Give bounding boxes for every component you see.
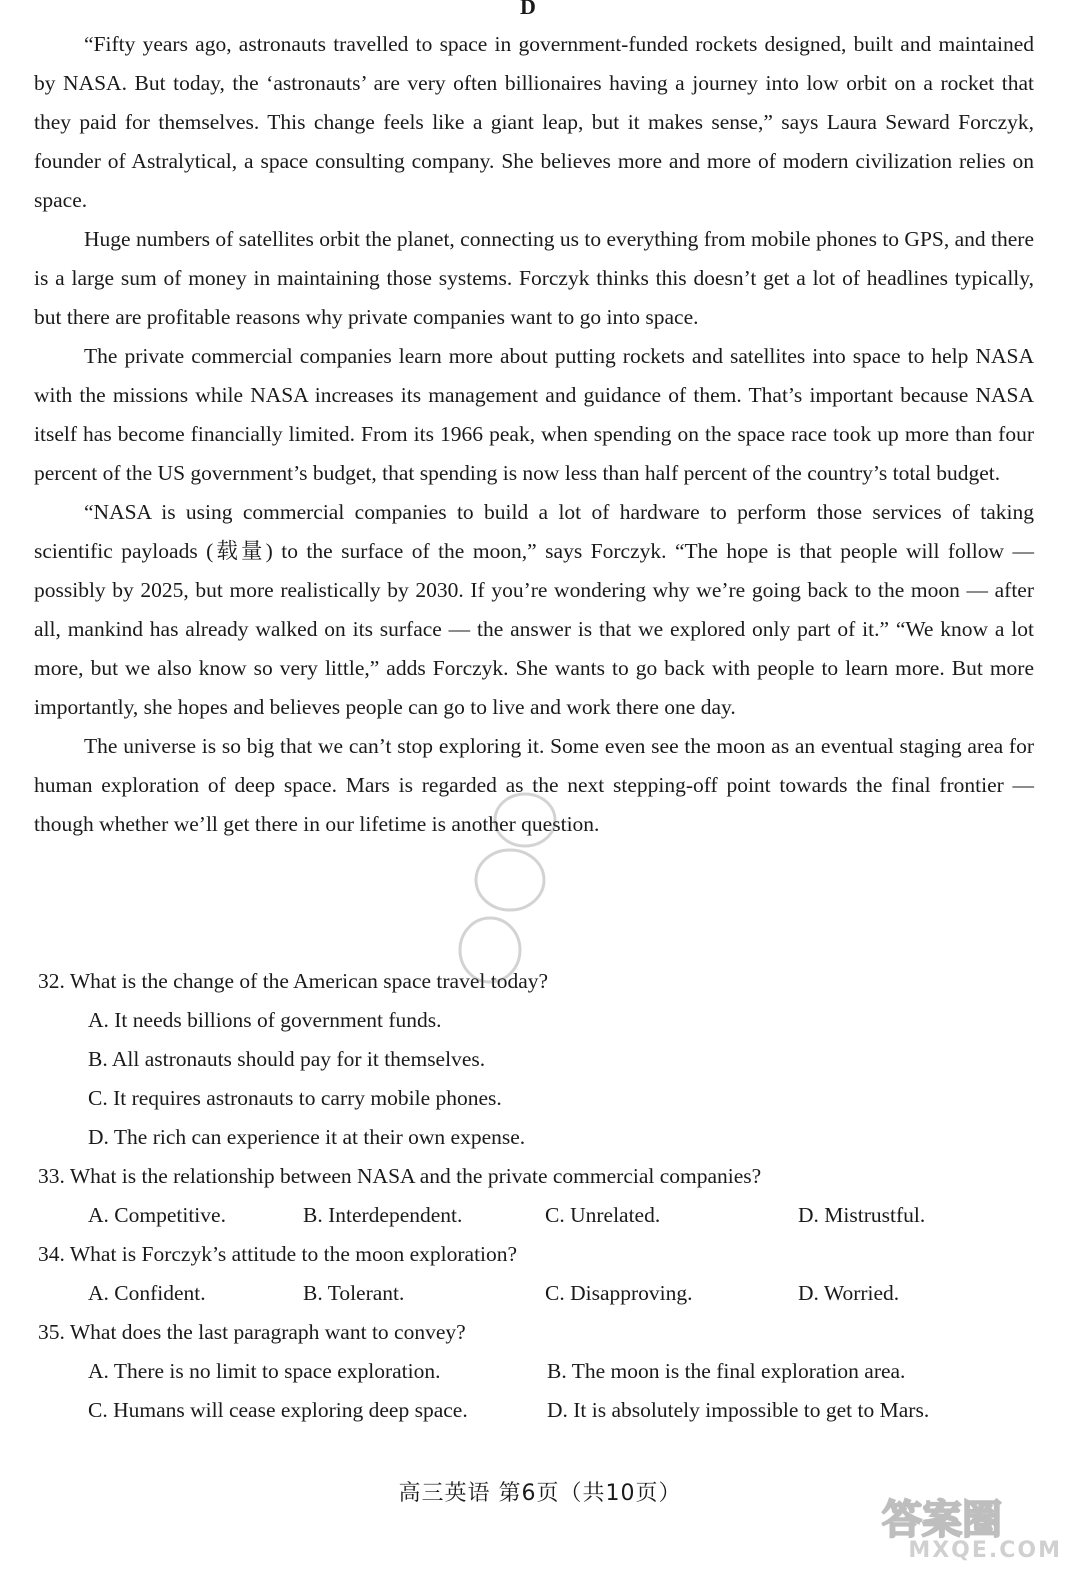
question-stem: 32. What is the change of the American space travel today? (38, 969, 549, 993)
question-stem: 35. What does the last paragraph want to convey? (38, 1320, 466, 1344)
answer-options-row (38, 1274, 1038, 1313)
question (38, 1235, 1038, 1313)
section-letter: D (520, 0, 536, 19)
answer-option: B. All astronauts should pay for it themselves. (88, 1047, 486, 1071)
watermark-url: MXQE.COM (908, 1538, 1062, 1563)
reading-passage (34, 25, 1034, 844)
paragraph: The private commercial companies learn more about putting rockets and satellites into space to help NASA with the missions while NASA increases its management and guidance of them. That’s important because NASA itself has become financially limited. From its 1966 peak, when spending on the space race took up more than four percent of the US government’s budget, that spending is now less than half percent of the country’s total budget. (34, 344, 1034, 485)
answer-option: A. It needs billions of government funds. (88, 1008, 442, 1032)
answer-option: C. Unrelated. (545, 1203, 661, 1227)
watermark-logo-icon (872, 1493, 1062, 1541)
answer-option: B. The moon is the final exploration area. (547, 1359, 906, 1383)
paragraph: “Fifty years ago, astronauts travelled to space in government-funded rockets designed, built and maintained by NASA. But today, the ‘astronauts’ are very often billionaires having a journey into low orbit on a rocket that they paid for themselves. This change feels like a giant leap, but it makes sense,” says Laura Seward Forczyk, founder of Astralytical, a space consulting company. She believes more and more of modern civilization relies on space. (34, 32, 1034, 212)
question-stem: 34. What is Forczyk’s attitude to the moon exploration? (38, 1242, 518, 1266)
answer-option: C. Disapproving. (545, 1281, 693, 1305)
answer-option: A. Competitive. (88, 1203, 226, 1227)
paragraph: The universe is so big that we can’t stop exploring it. Some even see the moon as an eventual staging area for human exploration of deep space. Mars is regarded as the next stepping-off point towards the final frontier — though whether we’ll get there in our lifetime is another question. (34, 734, 1034, 836)
answer-option: C. It requires astronauts to carry mobile phones. (88, 1086, 502, 1110)
stamp-mark-icon (440, 760, 610, 990)
paragraph: Huge numbers of satellites orbit the planet, connecting us to everything from mobile phones to GPS, and there is a large sum of money in maintaining those systems. Forczyk thinks this doesn’t get a lot of headlines typically, but there are profitable reasons why private companies want to go into space. (34, 227, 1034, 329)
answer-options-row (38, 1352, 1038, 1391)
question-list (38, 962, 1038, 1430)
question (38, 1157, 1038, 1235)
answer-options-row (38, 1391, 1038, 1430)
answer-option: D. It is absolutely impossible to get to Mars. (547, 1398, 930, 1422)
question-stem: 33. What is the relationship between NASA and the private commercial companies? (38, 1164, 762, 1188)
watermark-logo-text: 答案圈 (882, 1497, 1002, 1541)
answer-option: B. Tolerant. (303, 1281, 405, 1305)
question (38, 1313, 1038, 1430)
answer-option: D. Worried. (798, 1281, 900, 1305)
answer-options-row (38, 1196, 1038, 1235)
answer-option: A. Confident. (88, 1281, 206, 1305)
question (38, 962, 1038, 1157)
paragraph: “NASA is using commercial companies to build a lot of hardware to perform those services of taking scientific payloads (载量) to the surface of the moon,” says Forczyk. “The hope is that people will follow — possibly by 2025, but more realistically by 2030. If you’re wondering why we’re going back to the moon — after all, mankind has already walked on its surface — the answer is that we explored only part of it.” “We know a lot more, but we also know so very little,” adds Forczyk. She wants to go back with people to learn more. But more importantly, she hopes and believes people can go to live and work there one day. (34, 500, 1034, 719)
answer-option: B. Interdependent. (303, 1203, 463, 1227)
answer-option: D. The rich can experience it at their own expense. (88, 1125, 526, 1149)
watermark (872, 1493, 1062, 1563)
answer-option: C. Humans will cease exploring deep space. (88, 1398, 468, 1422)
answer-option: D. Mistrustful. (798, 1203, 926, 1227)
answer-option: A. There is no limit to space exploration. (88, 1359, 441, 1383)
page-footer: 高三英语 第6页（共10页） (398, 1481, 682, 1506)
